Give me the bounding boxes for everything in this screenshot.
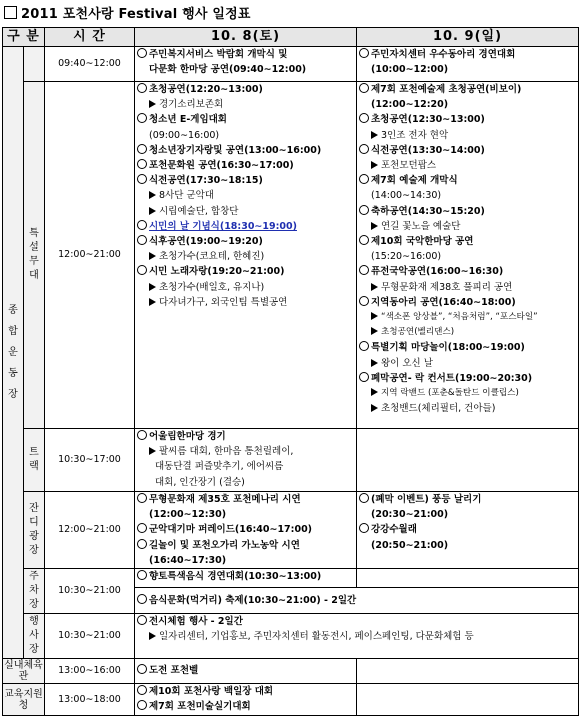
title-text: 2011 포천사랑 Festival 행사 일정표 [21, 7, 251, 22]
schedule-subitem [137, 629, 576, 644]
schedule-text: 도전 포천벨 [149, 665, 199, 677]
schedule-item [359, 264, 576, 279]
schedule-item [359, 234, 576, 249]
schedule-text: 주민자치센터 우수동아리 경연대회 [371, 49, 516, 60]
schedule-item [137, 538, 354, 553]
time-cell: 09:40∼12:00 [45, 47, 135, 82]
time-cell: 10:30∼21:00 [45, 614, 135, 659]
schedule-subitem [359, 401, 576, 416]
schedule-item [137, 47, 354, 62]
schedule-item-continued [359, 62, 576, 77]
triangle-bullet-icon [149, 298, 156, 306]
circle-bullet-icon [137, 685, 147, 695]
schedule-item-continued [137, 507, 354, 522]
schedule-text: (20:50∼21:00) [371, 539, 449, 551]
schedule-subitem [137, 188, 354, 203]
schedule-subitem [137, 444, 354, 459]
schedule-item [359, 340, 576, 355]
row-parking-1 [3, 569, 579, 588]
schedule-item [359, 204, 576, 219]
cell-r5-line2 [135, 588, 579, 614]
schedule-subitem [137, 295, 354, 310]
schedule-subitem [359, 386, 576, 401]
schedule-text: 제10회 포천사랑 백일장 대회 [149, 686, 274, 698]
circle-bullet-icon [137, 615, 147, 625]
triangle-bullet-icon [371, 404, 378, 412]
schedule-text: 포천모던팝스 [381, 160, 437, 172]
triangle-bullet-icon [371, 161, 378, 169]
schedule-text: (20:30∼21:00) [371, 509, 449, 521]
circle-bullet-icon [359, 235, 369, 245]
triangle-bullet-icon [149, 632, 156, 640]
schedule-text: 다자녀가구, 외국인팀 특별공연 [159, 296, 288, 308]
group-lawn [24, 492, 45, 569]
schedule-text: 포천문화원 공연(16:30∼17:00) [149, 160, 294, 172]
circle-bullet-icon [137, 220, 147, 230]
schedule-item [137, 492, 354, 507]
schedule-text: 폐막공연- 락 컨서트(19:00∼20:30) [371, 372, 533, 384]
schedule-text: 청소년장기자랑및 공연(13:00∼16:00) [149, 144, 322, 156]
schedule-text: 초청공연(벨리댄스) [381, 327, 455, 338]
row-gym [3, 659, 579, 684]
header-row [3, 28, 579, 47]
schedule-text: 무형문화재 제38호 풀피리 공연 [381, 281, 513, 293]
circle-bullet-icon [359, 265, 369, 275]
schedule-item [137, 234, 354, 249]
circle-bullet-icon [137, 664, 147, 674]
schedule-item [359, 112, 576, 127]
cell-r3-day1 [135, 429, 357, 492]
schedule-text: 퓨전국악공연(16:00∼16:30) [371, 266, 504, 278]
group-parking [24, 569, 45, 614]
schedule-text: 일자리센터, 기업홍보, 주민자치센터 활동전시, 페이스페인팅, 다문화체험 등 [159, 631, 474, 643]
group-parking-label: 주차장 [29, 570, 39, 610]
schedule-item-continued [359, 538, 576, 553]
circle-bullet-icon [359, 493, 369, 503]
schedule-text: (12:00∼12:30) [149, 509, 227, 521]
cell-r5-empty [357, 569, 579, 588]
schedule-item-continued [359, 249, 576, 264]
document-title [4, 3, 251, 22]
schedule-item-continued [359, 97, 576, 112]
row-event-area [3, 614, 579, 659]
schedule-text: 초청공연(12:20∼13:00) [149, 84, 263, 95]
row-lawn [3, 492, 579, 569]
row-opening [3, 47, 579, 82]
schedule-text: 시민의 날 기념식(18:30∼19:00) [149, 220, 297, 232]
schedule-text: 지역동아리 공연(16:40∼18:00) [371, 296, 516, 308]
schedule-item-continued [137, 459, 354, 474]
schedule-text: 시립예술단, 합창단 [159, 205, 239, 217]
group-track [24, 429, 45, 492]
circle-bullet-icon [137, 539, 147, 549]
triangle-bullet-icon [371, 283, 378, 291]
schedule-text: 지역 락밴드 (포춘&돌탄드 이클립스) [381, 388, 519, 399]
schedule-subitem [359, 325, 576, 340]
schedule-subitem [137, 280, 354, 295]
schedule-text: 초청가수(배일호, 유지나) [159, 281, 265, 293]
cell-r6-both [135, 614, 579, 659]
schedule-item [359, 522, 576, 537]
time-cell: 12:00∼21:00 [45, 82, 135, 429]
schedule-text: 초청가수(코요테, 한혜진) [159, 251, 265, 263]
triangle-bullet-icon [149, 283, 156, 291]
schedule-text: 제7회 예술제 개막식 [371, 175, 458, 187]
schedule-item [137, 112, 354, 127]
schedule-text: 제7회 포천미술실기대회 [149, 701, 251, 713]
schedule-item [137, 173, 354, 188]
time-cell: 13:00∼16:00 [45, 659, 135, 684]
time-cell: 13:00∼18:00 [45, 684, 135, 716]
schedule-text: 전시체험 행사 - 2일간 [149, 616, 243, 628]
circle-bullet-icon [137, 523, 147, 533]
schedule-text: 특별기획 마당놀이(18:00∼19:00) [371, 342, 525, 354]
schedule-text: 대동단결 퍼즐맞추기, 에어씨름 [155, 461, 284, 473]
schedule-text: 향토특색음식 경연대회(10:30∼13:00) [149, 571, 322, 583]
schedule-item-continued [137, 128, 354, 143]
schedule-text: 식후공연(19:00∼19:20) [149, 236, 263, 248]
group-event-area [24, 614, 45, 659]
schedule-item [137, 158, 354, 173]
circle-bullet-icon [137, 430, 147, 440]
triangle-bullet-icon [371, 222, 378, 230]
schedule-item [359, 82, 576, 97]
schedule-text: 왕이 오신 날 [381, 357, 433, 369]
circle-bullet-icon [359, 296, 369, 306]
cell-r8-day2 [357, 684, 579, 716]
schedule-text: 제10회 국악한마당 공연 [371, 236, 474, 248]
schedule-subitem [137, 97, 354, 112]
schedule-text: 팔씨름 대회, 한마음 통천릴레이, [159, 446, 294, 458]
circle-bullet-icon [359, 372, 369, 382]
schedule-text: 8사단 군악대 [159, 190, 214, 202]
circle-bullet-icon [137, 113, 147, 123]
circle-bullet-icon [359, 48, 369, 58]
circle-bullet-icon [137, 700, 147, 710]
circle-bullet-icon [359, 174, 369, 184]
schedule-text: 식전공연(13:30∼14:00) [371, 144, 485, 156]
circle-bullet-icon [137, 159, 147, 169]
schedule-text: 주민복지서비스 박람회 개막식 및 [149, 49, 288, 60]
schedule-item [359, 143, 576, 158]
group-gym: 실내체육관 [4, 660, 43, 683]
row-edu [3, 684, 579, 716]
schedule-subitem [137, 204, 354, 219]
group-special-stage [24, 82, 45, 429]
schedule-item [137, 429, 354, 444]
schedule-table [2, 27, 579, 716]
cell-r3-day2 [357, 429, 579, 492]
schedule-item-continued [137, 475, 354, 490]
circle-bullet-icon [137, 594, 147, 604]
schedule-item [359, 295, 576, 310]
cell-r7-day2 [357, 659, 579, 684]
cell-r2-day1 [135, 82, 357, 429]
schedule-text: (15:20∼16:00) [371, 251, 442, 263]
circle-bullet-icon [137, 83, 147, 93]
schedule-subitem [359, 128, 576, 143]
schedule-text: 초청공연(12:30∼13:00) [371, 114, 485, 126]
schedule-text: (14:00∼14:30) [371, 190, 442, 202]
schedule-item [137, 522, 354, 537]
schedule-text: 어울림한마당 경기 [149, 431, 226, 442]
circle-bullet-icon [359, 523, 369, 533]
circle-bullet-icon [137, 570, 147, 580]
group-special-stage-label: 특설무대 [29, 227, 39, 281]
schedule-item-continued [359, 188, 576, 203]
schedule-text: 초청밴드(체리필터, 건아들) [381, 403, 496, 415]
triangle-bullet-icon [371, 388, 378, 396]
circle-bullet-icon [359, 83, 369, 93]
circle-bullet-icon [137, 493, 147, 503]
cell-r1-day1 [135, 47, 357, 82]
schedule-text: (16:40∼17:30) [149, 554, 227, 566]
cell-r2-day2 [357, 82, 579, 429]
schedule-text: 3인조 전자 현악 [381, 129, 449, 141]
schedule-item [137, 219, 354, 234]
schedule-subitem [359, 310, 576, 325]
schedule-subitem [359, 158, 576, 173]
header-day2: 10. 9(일) [357, 28, 579, 47]
schedule-text: 연길 꽃노을 예술단 [381, 220, 461, 232]
circle-bullet-icon [359, 341, 369, 351]
group-event-area-label: 행사장 [29, 615, 39, 655]
group-lawn-label: 잔디광장 [29, 502, 39, 556]
schedule-text: 축하공연(14:30∼15:20) [371, 205, 485, 217]
cell-r8-day1 [135, 684, 357, 716]
schedule-text: 경기소리보존회 [159, 99, 224, 111]
circle-bullet-icon [359, 113, 369, 123]
checkbox-square-icon [4, 6, 17, 19]
schedule-text: (09:00∼16:00) [149, 129, 220, 141]
schedule-item [359, 492, 576, 507]
header-division: 구 분 [3, 28, 45, 47]
cell-r7-day1 [135, 659, 357, 684]
time-cell: 10:30∼17:00 [45, 429, 135, 492]
header-time: 시 간 [45, 28, 135, 47]
schedule-item [137, 699, 354, 714]
cell-r4-day2 [357, 492, 579, 569]
schedule-item-continued [359, 507, 576, 522]
cell-r4-day1 [135, 492, 357, 569]
triangle-bullet-icon [371, 312, 378, 320]
schedule-text: 시민 노래자랑(19:20∼21:00) [149, 266, 285, 278]
circle-bullet-icon [359, 144, 369, 154]
cell-r5-line1 [135, 569, 357, 588]
schedule-item [359, 47, 576, 62]
triangle-bullet-icon [149, 447, 156, 455]
schedule-text: 군악대기마 퍼레이드(16:40∼17:00) [149, 524, 313, 536]
schedule-text: 다문화 한마당 공연(09:40∼12:00) [149, 64, 307, 76]
row-special-stage [3, 82, 579, 429]
schedule-item [137, 569, 354, 584]
circle-bullet-icon [137, 235, 147, 245]
schedule-item [359, 173, 576, 188]
triangle-bullet-icon [149, 252, 156, 260]
circle-bullet-icon [137, 48, 147, 58]
schedule-text: 음식문화(먹거리) 축제(10:30∼21:00) - 2일간 [149, 594, 357, 606]
schedule-item [137, 143, 354, 158]
schedule-subitem [359, 280, 576, 295]
circle-bullet-icon [137, 144, 147, 154]
schedule-text: 제7회 포천예술제 초청공연(비보이) [371, 84, 522, 95]
schedule-item [137, 264, 354, 279]
schedule-item-continued [137, 62, 354, 77]
schedule-item [137, 684, 354, 699]
schedule-text: 청소년 E-게임대회 [149, 114, 227, 126]
schedule-text: (12:00∼12:20) [371, 99, 449, 111]
circle-bullet-icon [359, 205, 369, 215]
header-day1: 10. 8(토) [135, 28, 357, 47]
schedule-text: (폐막 이벤트) 풍등 날리기 [371, 494, 482, 505]
row-track [3, 429, 579, 492]
schedule-item [137, 614, 576, 629]
schedule-text: 강강수월래 [371, 524, 417, 536]
triangle-bullet-icon [149, 100, 156, 108]
schedule-subitem [137, 249, 354, 264]
cell-r1-day2 [357, 47, 579, 82]
schedule-text: (10:00∼12:00) [371, 64, 449, 76]
group-edu: 교육지원청 [3, 684, 45, 716]
triangle-bullet-icon [371, 359, 378, 367]
triangle-bullet-icon [371, 131, 378, 139]
schedule-item [137, 593, 576, 608]
schedule-item [137, 663, 354, 678]
circle-bullet-icon [137, 265, 147, 275]
time-cell: 10:30∼21:00 [45, 569, 135, 614]
time-cell: 12:00∼21:00 [45, 492, 135, 569]
schedule-item-continued [137, 553, 354, 568]
schedule-text: 식전공연(17:30∼18:15) [149, 175, 263, 187]
triangle-bullet-icon [149, 191, 156, 199]
schedule-subitem [359, 219, 576, 234]
schedule-text: 대회, 인간장기 (결승) [155, 476, 245, 488]
group-track-label: 트랙 [29, 446, 39, 472]
schedule-text: “색소폰 앙상블”, “처음처럼”, “포스타일” [381, 312, 538, 323]
schedule-text: 길놀이 및 포천오가리 가노농악 시연 [149, 539, 300, 551]
circle-bullet-icon [137, 174, 147, 184]
triangle-bullet-icon [371, 327, 378, 335]
schedule-text: 무형문화재 제35호 포천메나리 시연 [149, 494, 301, 505]
group-stadium [3, 47, 24, 659]
group-blank [24, 47, 45, 82]
schedule-subitem [359, 356, 576, 371]
triangle-bullet-icon [149, 207, 156, 215]
schedule-item [359, 371, 576, 386]
schedule-item [137, 82, 354, 97]
group-stadium-label: 종합운동장 [8, 305, 18, 400]
